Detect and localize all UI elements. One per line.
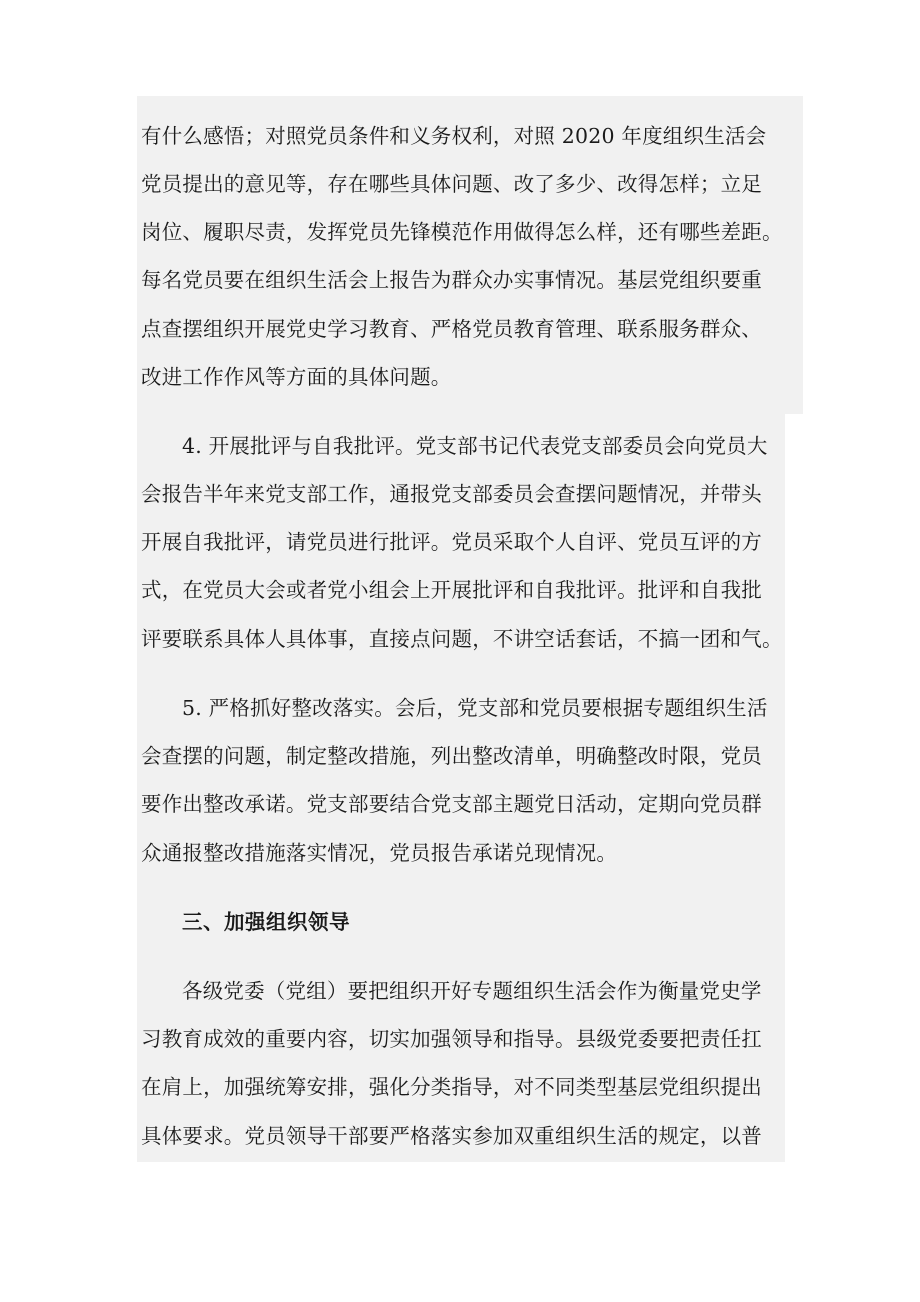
- paragraph-line: 改进工作作风等方面的具体问题。: [141, 365, 452, 389]
- paragraph-line: 习教育成效的重要内容，切实加强领导和指导。县级党委要把责任扛: [141, 1027, 762, 1051]
- paragraph-line: 有什么感悟；对照党员条件和义务权利，对照 2020 年度组织生活会: [141, 124, 767, 148]
- paragraph-line: 会查摆的问题，制定整改措施，列出整改清单，明确整改时限，党员: [141, 744, 762, 768]
- paragraph-line: 式，在党员大会或者党小组会上开展批评和自我批评。批评和自我批: [141, 578, 762, 602]
- paragraph-line: 具体要求。党员领导干部要严格落实参加双重组织生活的规定，以普: [141, 1124, 762, 1148]
- paragraph-line: 党员提出的意见等，存在哪些具体问题、改了多少、改得怎样；立足: [141, 172, 762, 196]
- paragraph-line: 开展自我批评，请党员进行批评。党员采取个人自评、党员互评的方: [141, 530, 762, 554]
- paragraph-line: 各级党委（党组）要把组织开好专题组织生活会作为衡量党史学: [182, 979, 762, 1003]
- paragraph-line: 4. 开展批评与自我批评。党支部书记代表党支部委员会向党员大: [182, 434, 768, 458]
- paragraph-line: 岗位、履职尽责，发挥党员先锋模范作用做得怎么样，还有哪些差距。: [141, 220, 783, 244]
- paragraph-line: 要作出整改承诺。党支部要结合党支部主题党日活动，定期向党员群: [141, 792, 762, 816]
- paragraph-line: 评要联系具体人具体事，直接点问题，不讲空话套话，不搞一团和气。: [141, 627, 783, 651]
- paragraph-line: 每名党员要在组织生活会上报告为群众办实事情况。基层党组织要重: [141, 268, 762, 292]
- paragraph-line: 会报告半年来党支部工作，通报党支部委员会查摆问题情况，并带头: [141, 482, 762, 506]
- section-heading: 三、加强组织领导: [182, 910, 350, 934]
- paragraph-line: 点查摆组织开展党史学习教育、严格党员教育管理、联系服务群众、: [141, 317, 762, 341]
- paragraph-line: 众通报整改措施落实情况，党员报告承诺兑现情况。: [141, 841, 618, 865]
- paragraph-line: 5. 严格抓好整改落实。会后，党支部和党员要根据专题组织生活: [182, 696, 768, 720]
- paragraph-line: 在肩上，加强统筹安排，强化分类指导，对不同类型基层党组织提出: [141, 1075, 762, 1099]
